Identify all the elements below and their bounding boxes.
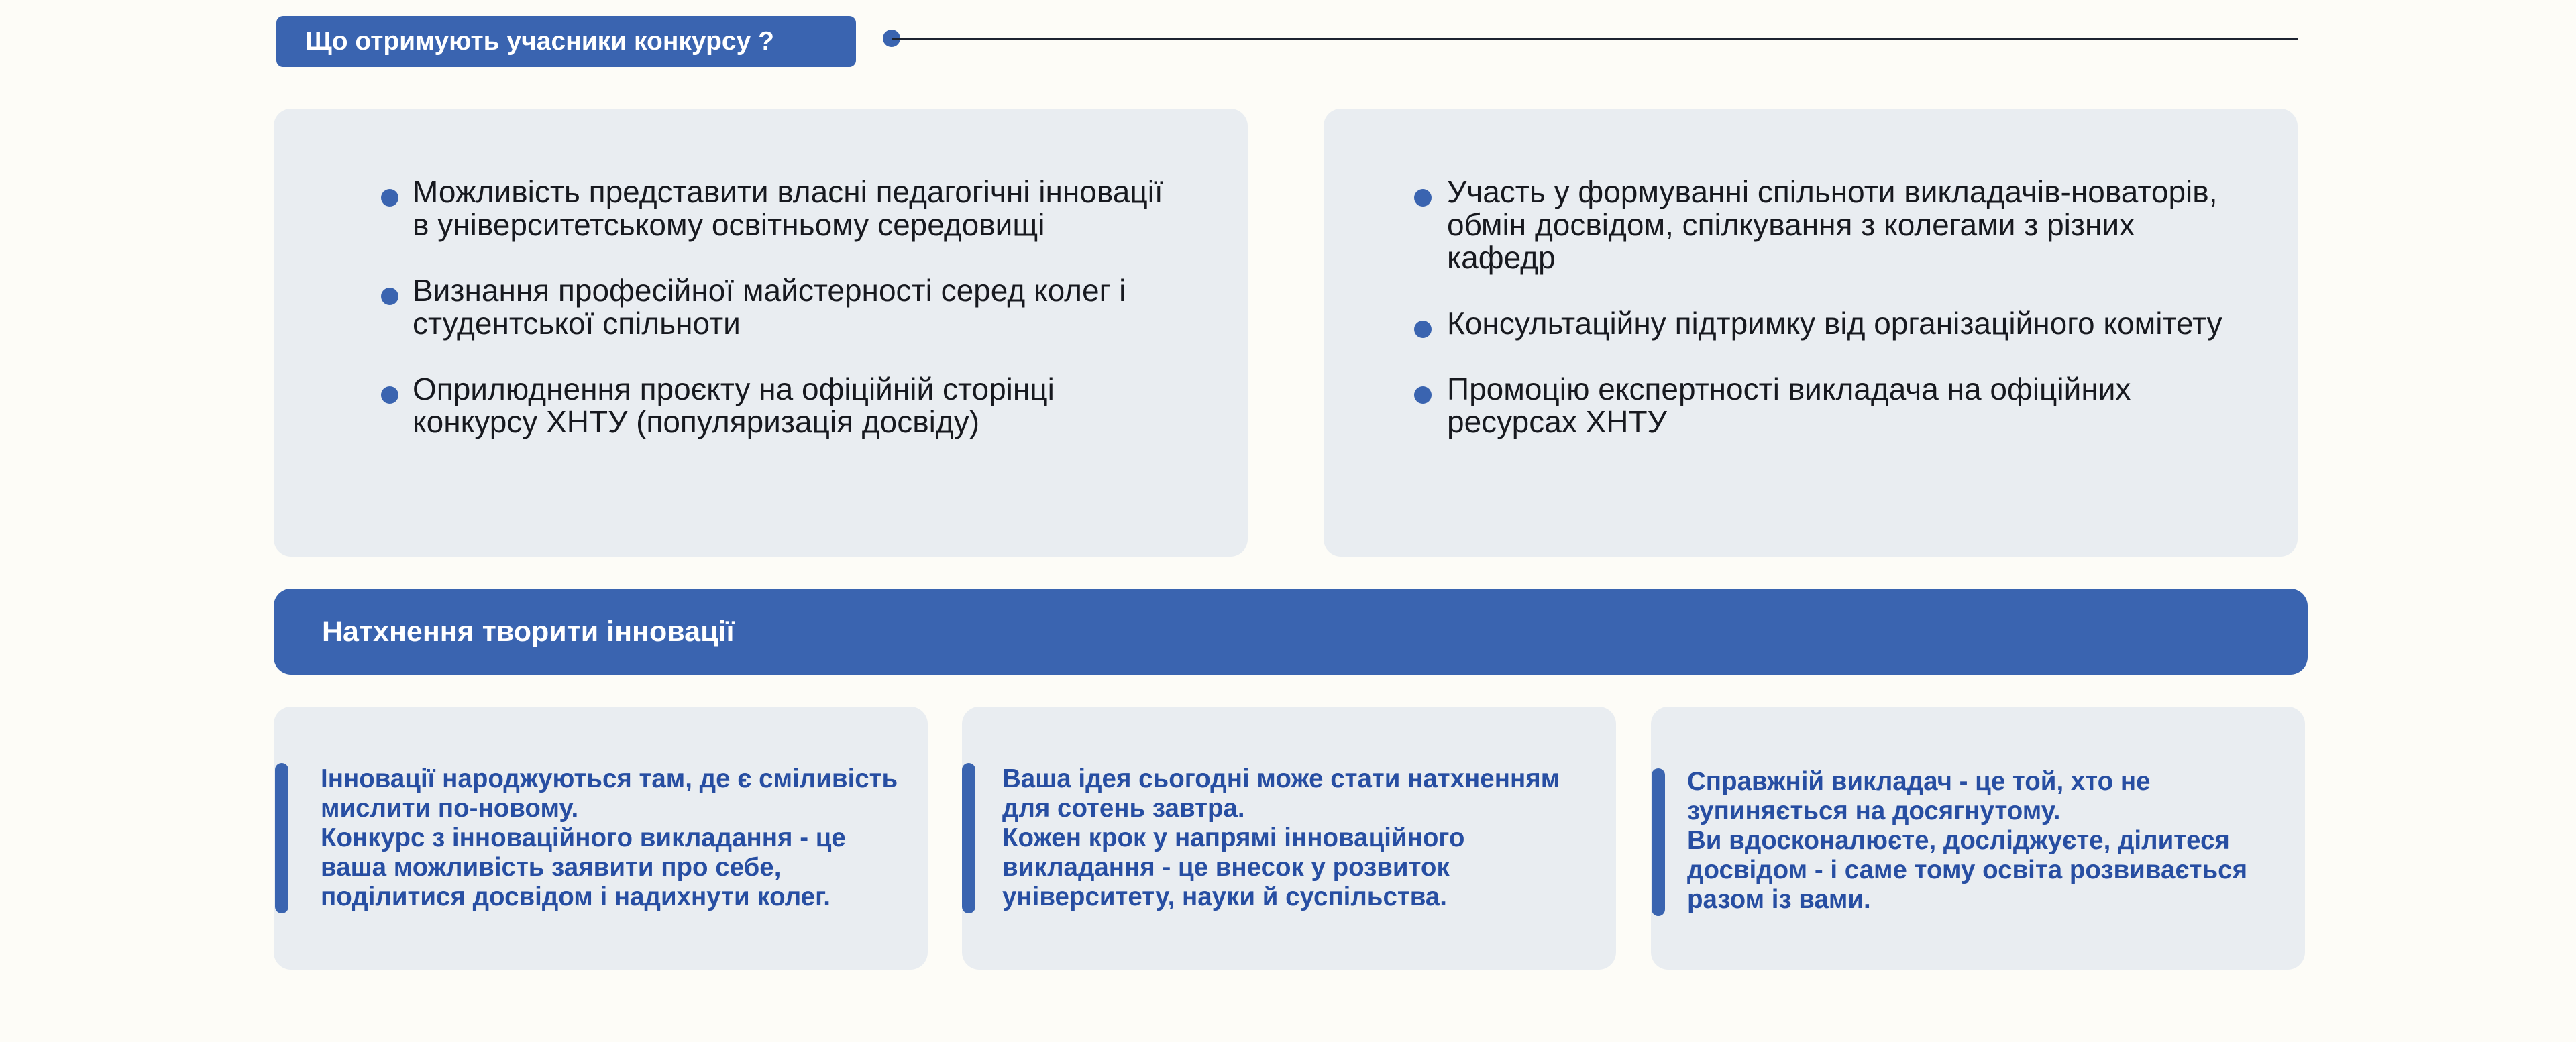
quote-line-1: Ваша ідея сьогодні може стати натхненням для сотень завтра. <box>1002 764 1560 823</box>
list-item <box>1324 176 2298 274</box>
bullet-dot-icon <box>1414 189 1432 207</box>
benefits-card-left <box>274 109 1248 557</box>
list-item <box>274 176 1248 241</box>
quote-text <box>962 764 1616 912</box>
quote-line-2: Ви вдосконалюєте, досліджуєте, ділитеся досвідом - і саме тому освіта розвивається разом із вами. <box>1687 826 2248 914</box>
benefits-card-right <box>1324 109 2298 557</box>
benefits-list-left <box>274 176 1248 439</box>
inspiration-banner: Натхнення творити інновації <box>274 589 2308 675</box>
benefit-text: Оприлюднення проєкту на офіційній сторінці конкурсу ХНТУ (популяризація досвіду) <box>413 371 1055 439</box>
quote-card-3 <box>1651 707 2305 970</box>
quote-line-1: Інновації народжуються там, де є сміливість мислити по-новому. <box>321 764 898 823</box>
benefit-text: Промоцію експертності викладача на офіційних ресурсах ХНТУ <box>1447 371 2131 439</box>
benefit-text: Участь у формуванні спільноти викладачів-новаторів, обмін досвідом, спілкування з колегами з різних кафедр <box>1447 174 2218 275</box>
quote-accent-bar <box>275 763 288 913</box>
quote-accent-bar <box>1652 768 1665 916</box>
list-item <box>1324 373 2298 439</box>
quote-text <box>274 764 928 912</box>
title-divider-line <box>892 38 2298 40</box>
quote-line-1: Справжній викладач - це той, хто не зупиняється на досягнутому. <box>1687 767 2151 825</box>
quote-card-1 <box>274 707 928 970</box>
bullet-dot-icon <box>1414 386 1432 404</box>
benefit-text: Можливість представити власні педагогічні інновації в університетському освітньому середовищі <box>413 174 1163 242</box>
list-item <box>1324 307 2298 340</box>
quote-line-2: Кожен крок у напрямі інноваційного викладання - це внесок у розвиток університету, науки й суспільства. <box>1002 823 1465 911</box>
section-title-badge: Що отримують учасники конкурсу ? <box>276 16 856 67</box>
quote-line-2: Конкурс з інноваційного викладання - це ваша можливість заявити про себе, поділитися досвідом і надихнути колег. <box>321 823 846 911</box>
quote-card-2 <box>962 707 1616 970</box>
quote-text <box>1651 767 2305 915</box>
bullet-dot-icon <box>381 288 398 305</box>
bullet-dot-icon <box>1414 321 1432 338</box>
benefit-text: Визнання професійної майстерності серед колег і студентської спільноти <box>413 273 1126 341</box>
benefits-list-right <box>1324 176 2298 439</box>
bullet-dot-icon <box>381 386 398 404</box>
quote-accent-bar <box>962 763 975 913</box>
bullet-dot-icon <box>381 189 398 207</box>
list-item <box>274 373 1248 439</box>
benefit-text: Консультаційну підтримку від організаційного комітету <box>1447 306 2222 341</box>
list-item <box>274 274 1248 340</box>
